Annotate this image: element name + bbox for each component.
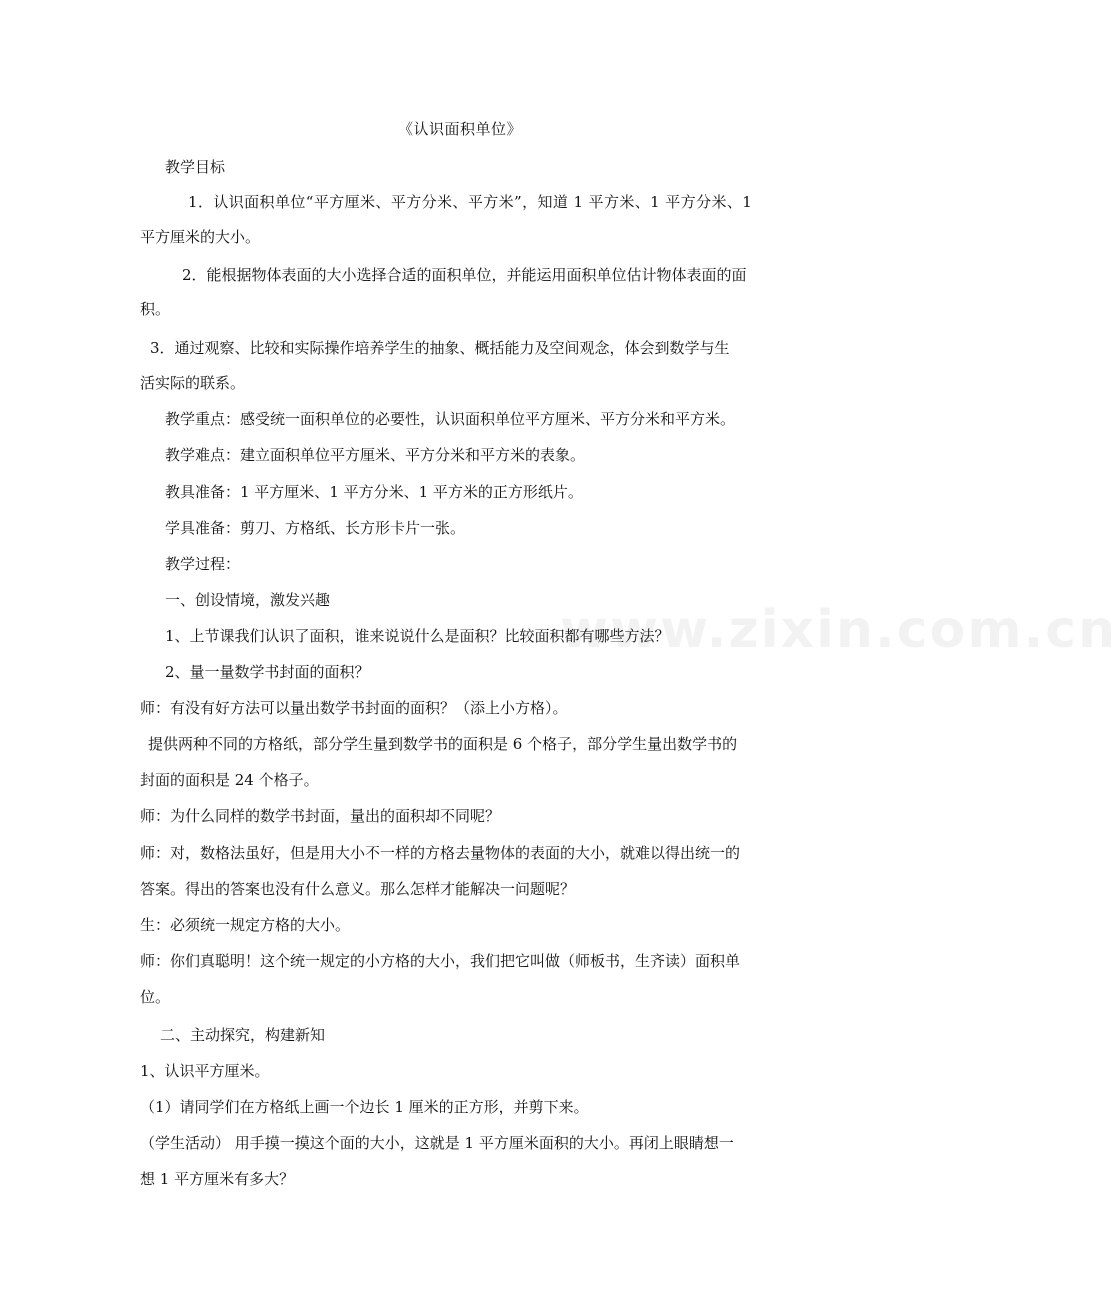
subsection-square-cm: 1、认识平方厘米。 — [140, 1062, 270, 1080]
goal-1-line-2: 平方厘米的大小。 — [140, 228, 261, 246]
step-1: 1、上节课我们认识了面积，谁来说说什么是面积？比较面积都有哪些方法？ — [165, 627, 670, 645]
teacher-line-3-part-1: 师：对，数格法虽好，但是用大小不一样的方格去量物体的表面的大小，就难以得出统一的 — [140, 844, 741, 862]
goal-1-line-1: 1．认识面积单位“平方厘米、平方分米、平方米”，知道 1 平方米、1 平方分米、1 — [188, 193, 753, 211]
section-heading-goals: 教学目标 — [165, 158, 226, 176]
goal-2-line-1: 2．能根据物体表面的大小选择合适的面积单位，并能运用面积单位估计物体表面的面 — [182, 266, 747, 284]
part-2-heading: 二、主动探究，构建新知 — [160, 1026, 326, 1044]
teacher-materials: 教具准备：1 平方厘米、1 平方分米、1 平方米的正方形纸片。 — [165, 483, 583, 501]
watermark: www.zixin.com.cn — [560, 600, 1117, 660]
teacher-line-4-part-2: 位。 — [140, 988, 171, 1006]
goal-3-line-2: 活实际的联系。 — [140, 374, 246, 392]
teacher-line-2: 师：为什么同样的数学书封面，量出的面积却不同呢？ — [140, 807, 501, 825]
paragraph-grid-line-1: 提供两种不同的方格纸，部分学生量到数学书的面积是 6 个格子，部分学生量出数学书的 — [148, 735, 738, 753]
activity-step-2-line-1: （学生活动） 用手摸一摸这个面的大小，这就是 1 平方厘米面积的大小。再闭上眼睛想一 — [140, 1134, 734, 1152]
goal-2-line-2: 积。 — [140, 300, 171, 318]
teacher-line-1: 师：有没有好方法可以量出数学书封面的面积？（添上小方格）。 — [140, 699, 568, 717]
paragraph-grid-line-2: 封面的面积是 24 个格子。 — [140, 771, 319, 789]
key-point: 教学重点：感受统一面积单位的必要性，认识面积单位平方厘米、平方分米和平方米。 — [165, 410, 736, 428]
student-line-1: 生：必须统一规定方格的大小。 — [140, 916, 351, 934]
activity-step-1: （1）请同学们在方格纸上画一个边长 1 厘米的正方形，并剪下来。 — [140, 1098, 589, 1116]
activity-step-2-line-2: 想 1 平方厘米有多大？ — [140, 1170, 295, 1188]
process-heading: 教学过程： — [165, 555, 241, 573]
teacher-line-4-part-1: 师：你们真聪明！这个统一规定的小方格的大小，我们把它叫做（师板书，生齐读）面积单 — [140, 952, 741, 970]
student-materials: 学具准备：剪刀、方格纸、长方形卡片一张。 — [165, 519, 466, 537]
teacher-line-3-part-2: 答案。得出的答案也没有什么意义。那么怎样才能解决一问题呢？ — [140, 880, 576, 898]
goal-3-line-1: 3．通过观察、比较和实际操作培养学生的抽象、概括能力及空间观念，体会到数学与生 — [150, 339, 730, 357]
difficult-point: 教学难点：建立面积单位平方厘米、平方分米和平方米的表象。 — [165, 446, 586, 464]
part-1-heading: 一、创设情境，激发兴趣 — [165, 591, 331, 609]
document-title: 《认识面积单位》 — [397, 120, 522, 138]
step-2: 2、量一量数学书封面的面积？ — [165, 663, 370, 681]
